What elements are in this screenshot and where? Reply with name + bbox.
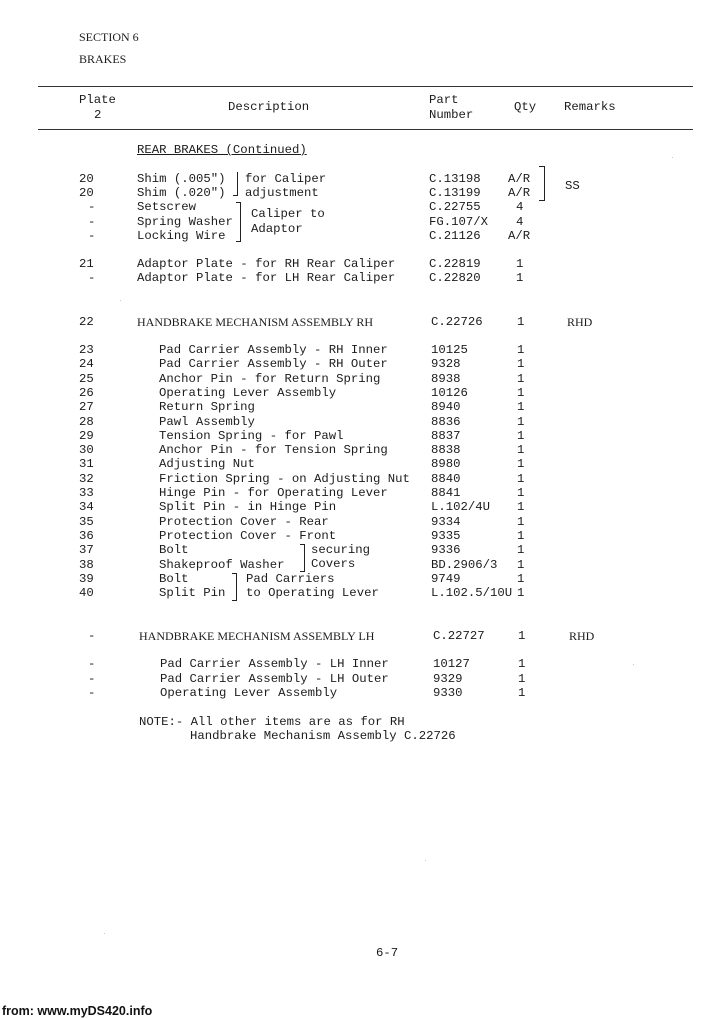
- remarks-brace-top: [539, 166, 545, 167]
- row-description: Hinge Pin - for Operating Lever: [159, 486, 388, 500]
- row-part-number: C.22755: [429, 200, 481, 214]
- row-qty: 1: [517, 557, 525, 572]
- row-plate: 23: [79, 343, 94, 357]
- row-plate: 28: [79, 414, 94, 429]
- row-description: Pad Carrier Assembly - RH Outer: [159, 357, 388, 372]
- row-description: Pad Carrier Assembly - LH Outer: [160, 672, 389, 686]
- row-qty: 1: [517, 385, 525, 400]
- securing-brace: [304, 544, 305, 572]
- row-plate: 33: [79, 486, 94, 500]
- row-description: Return Spring: [159, 400, 255, 415]
- row-qty: 1: [518, 672, 526, 686]
- adaptor-brace-foot: [236, 241, 241, 242]
- row-plate: 30: [79, 443, 94, 458]
- shim-note-line2: adjustment: [245, 186, 319, 200]
- row-qty: 1: [517, 343, 525, 357]
- row-qty: 4: [516, 200, 524, 214]
- section-label: SECTION 6: [79, 30, 139, 44]
- group-heading: REAR BRAKES (Continued): [137, 143, 307, 157]
- row-plate: 31: [79, 457, 94, 472]
- col-part-line1: Part: [429, 93, 459, 107]
- row-plate: -: [88, 200, 96, 214]
- row-plate: 34: [79, 500, 94, 515]
- col-plate-line1: Plate: [79, 93, 116, 107]
- row-description: Pad Carrier Assembly - LH Inner: [160, 657, 389, 671]
- row-part-number: 8841: [431, 486, 461, 500]
- table-top-rule: [38, 86, 693, 87]
- row-qty: 1: [517, 586, 525, 601]
- adaptor-note-line2: Adaptor: [251, 222, 303, 236]
- row-part-number: 9330: [433, 686, 463, 700]
- row-part-number: 9329: [433, 672, 463, 686]
- lh-assembly-plate: -: [88, 629, 96, 643]
- pad-carriers-note-line1: Pad Carriers: [246, 572, 335, 586]
- row-part-number: C.21126: [429, 229, 481, 243]
- row-qty: 1: [517, 471, 525, 486]
- row-plate: -: [88, 686, 96, 700]
- scan-speck: [104, 933, 105, 934]
- row-plate: 36: [79, 528, 94, 543]
- row-description: Anchor Pin - for Tension Spring: [159, 443, 388, 458]
- row-part-number: 8938: [431, 371, 461, 386]
- row-qty: A/R: [508, 172, 531, 186]
- row-description: Bolt: [159, 571, 189, 586]
- row-part-number: 8980: [431, 457, 461, 472]
- remarks-brace-foot: [539, 200, 545, 201]
- row-qty: 1: [517, 443, 525, 458]
- scan-speck: [120, 300, 121, 301]
- securing-note-line1: securing: [311, 543, 371, 557]
- row-plate: 25: [79, 371, 94, 386]
- rh-assembly-remark: RHD: [567, 315, 593, 329]
- row-part-number: 8940: [431, 400, 461, 415]
- row-part-number: 9328: [431, 357, 461, 372]
- row-qty: 1: [517, 500, 525, 515]
- shim-remark: SS: [565, 179, 580, 193]
- note-line2: Handbrake Mechanism Assembly C.22726: [190, 729, 456, 743]
- source-footer: from: www.myDS420.info: [2, 1004, 153, 1018]
- scan-speck: [633, 664, 634, 665]
- row-description: Adaptor Plate - for RH Rear Caliper: [137, 257, 396, 271]
- row-qty: 1: [517, 457, 525, 472]
- row-description: Protection Cover - Rear: [159, 514, 329, 529]
- row-plate: -: [88, 229, 96, 243]
- row-part-number: 8836: [431, 414, 461, 429]
- securing-brace-top: [300, 544, 305, 545]
- note-line1: NOTE:- All other items are as for RH: [139, 715, 405, 729]
- adaptor-note-line1: Caliper to: [251, 207, 325, 221]
- row-description: Anchor Pin - for Return Spring: [159, 371, 381, 386]
- row-plate: 29: [79, 428, 94, 443]
- row-part-number: 9335: [431, 528, 461, 543]
- row-description: Operating Lever Assembly: [160, 686, 338, 700]
- shim-note-line1: for Caliper: [245, 172, 327, 186]
- row-qty: 1: [517, 486, 525, 500]
- row-plate: 27: [79, 400, 94, 415]
- rh-assembly-desc: HANDBRAKE MECHANISM ASSEMBLY RH: [137, 315, 374, 329]
- row-plate: 40: [79, 586, 94, 601]
- row-plate: 26: [79, 385, 94, 400]
- row-part-number: 10125: [431, 343, 468, 357]
- row-qty: 1: [517, 357, 525, 372]
- row-description: Spring Washer: [137, 215, 233, 229]
- row-description: Shim (.020"): [137, 186, 226, 200]
- row-description: Pad Carrier Assembly - RH Inner: [159, 343, 388, 357]
- lh-assembly-remark: RHD: [569, 629, 595, 643]
- row-part-number: 10126: [431, 385, 468, 400]
- row-description: Split Pin - in Hinge Pin: [159, 500, 337, 515]
- row-part-number: 9749: [431, 571, 461, 586]
- row-plate: 20: [79, 172, 94, 186]
- row-part-number: 8838: [431, 443, 461, 458]
- rh-assembly-qty: 1: [517, 315, 525, 329]
- row-qty: 1: [517, 543, 525, 558]
- row-part-number: 10127: [433, 657, 470, 671]
- lh-assembly-part: C.22727: [433, 629, 485, 643]
- row-description: Shim (.005"): [137, 172, 226, 186]
- scan-speck: [425, 860, 426, 861]
- row-qty: 1: [516, 257, 524, 271]
- col-remarks: Remarks: [564, 100, 616, 114]
- row-qty: 4: [516, 215, 524, 229]
- remarks-brace: [544, 166, 545, 201]
- rh-assembly-part: C.22726: [431, 315, 483, 329]
- pad-carriers-note-line2: to Operating Lever: [246, 586, 379, 600]
- row-part-number: C.13199: [429, 186, 481, 200]
- row-plate: 32: [79, 471, 94, 486]
- row-qty: 1: [517, 400, 525, 415]
- row-qty: 1: [516, 271, 524, 285]
- row-description: Tension Spring - for Pawl: [159, 428, 344, 443]
- row-description: Bolt: [159, 543, 189, 558]
- row-description: Setscrew: [137, 200, 197, 214]
- row-description: Locking Wire: [137, 229, 226, 243]
- row-plate: 38: [79, 557, 94, 572]
- row-qty: 1: [517, 528, 525, 543]
- row-qty: 1: [517, 514, 525, 529]
- row-description: Operating Lever Assembly: [159, 385, 337, 400]
- row-part-number: C.22820: [429, 271, 481, 285]
- row-part-number: C.13198: [429, 172, 481, 186]
- row-qty: 1: [517, 571, 525, 586]
- row-qty: 1: [517, 414, 525, 429]
- scan-speck: [672, 157, 673, 158]
- row-plate: 20: [79, 186, 94, 200]
- row-plate: -: [88, 657, 96, 671]
- row-part-number: 9336: [431, 543, 461, 558]
- row-plate: -: [88, 672, 96, 686]
- row-part-number: FG.107/X: [429, 215, 489, 229]
- row-part-number: C.22819: [429, 257, 481, 271]
- lh-assembly-desc: HANDBRAKE MECHANISM ASSEMBLY LH: [139, 629, 375, 643]
- col-part-line2: Number: [429, 108, 474, 122]
- adaptor-brace-top: [236, 202, 241, 203]
- row-part-number: 9334: [431, 514, 461, 529]
- row-qty: 1: [517, 428, 525, 443]
- row-description: Shakeproof Washer: [159, 557, 285, 572]
- row-part-number: L.102/4U: [431, 500, 491, 515]
- page-number: 6-7: [376, 946, 399, 960]
- pad-carriers-brace-top: [232, 573, 237, 574]
- pad-carriers-brace: [236, 573, 237, 601]
- row-qty: A/R: [508, 186, 531, 200]
- row-plate: 39: [79, 571, 94, 586]
- section-title: BRAKES: [79, 52, 127, 66]
- table-header-rule: [38, 129, 693, 130]
- row-part-number: 8840: [431, 471, 461, 486]
- col-description: Description: [228, 100, 310, 114]
- row-description: Pawl Assembly: [159, 414, 255, 429]
- row-plate: 35: [79, 514, 94, 529]
- row-plate: -: [88, 215, 96, 229]
- row-qty: 1: [518, 686, 526, 700]
- row-part-number: BD.2906/3: [431, 557, 498, 572]
- row-description: Adjusting Nut: [159, 457, 255, 472]
- row-description: Friction Spring - on Adjusting Nut: [159, 471, 410, 486]
- row-plate: 24: [79, 357, 94, 372]
- row-qty: 1: [518, 657, 526, 671]
- row-description: Adaptor Plate - for LH Rear Caliper: [137, 271, 396, 285]
- shim-brace-foot: [233, 195, 238, 196]
- lh-assembly-qty: 1: [518, 629, 526, 643]
- row-plate: 37: [79, 543, 94, 558]
- row-qty: 1: [517, 371, 525, 386]
- row-description: Protection Cover - Front: [159, 528, 337, 543]
- col-plate-line2: 2: [94, 108, 102, 122]
- row-plate: -: [88, 271, 96, 285]
- pad-carriers-brace-foot: [232, 600, 237, 601]
- securing-note-line2: Covers: [311, 557, 356, 571]
- row-qty: A/R: [508, 229, 531, 243]
- shim-brace: [237, 172, 238, 196]
- row-part-number: L.102.5/10U: [431, 586, 513, 601]
- row-plate: 21: [79, 257, 94, 271]
- col-qty: Qty: [514, 100, 537, 114]
- adaptor-brace: [240, 202, 241, 242]
- row-description: Split Pin: [159, 586, 226, 601]
- rh-assembly-plate: 22: [79, 315, 94, 329]
- row-part-number: 8837: [431, 428, 461, 443]
